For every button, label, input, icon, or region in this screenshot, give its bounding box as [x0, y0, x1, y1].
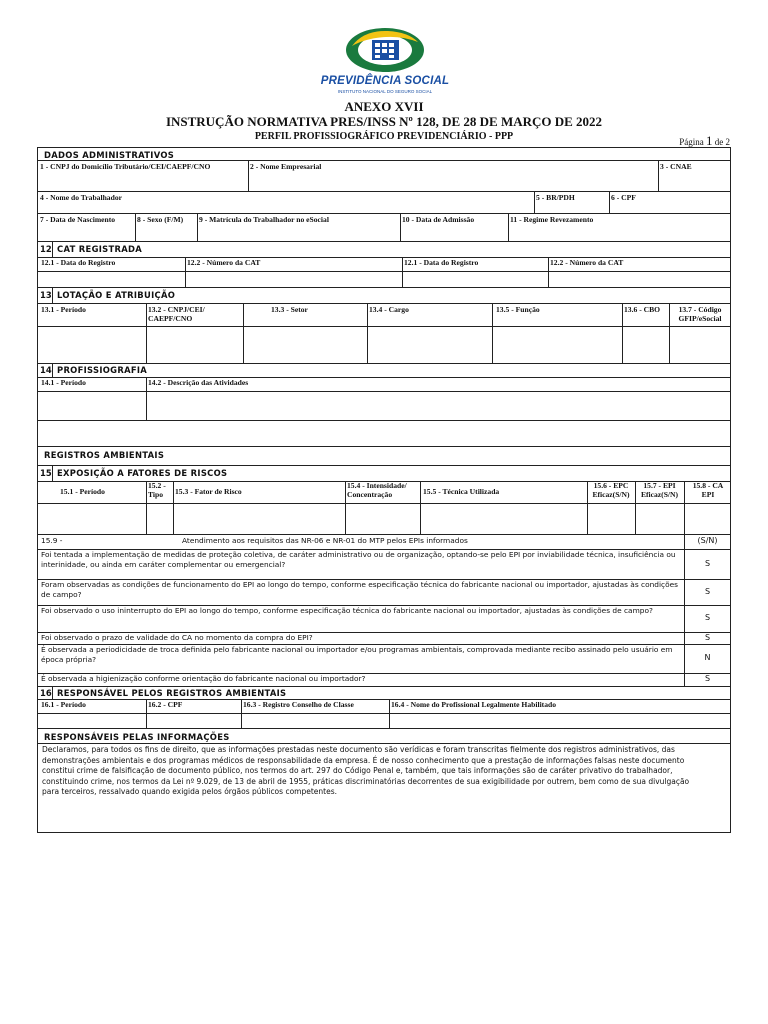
cat-date-label-2: 12.1 - Data do Registro — [404, 258, 479, 267]
epi-effective-label: 15.7 - EPI Eficaz(S/N) — [640, 481, 679, 499]
previdencia-logo-icon — [344, 26, 426, 74]
resp-env-section-number: 16 — [40, 688, 52, 698]
esocial-registration-label: 9 - Matrícula do Trabalhador no eSocial — [199, 215, 329, 224]
requirement-answer: S — [704, 613, 711, 622]
declaration-text: Declaramos, para todos os fins de direito, que as informações prestadas neste documento são verídicas e foram transcritas fielmente dos registros administrativos, das demonstrações ambientais e dos programas médicos de responsabilidade da empresa. É de nosso conhecimento que a prestação de informações falsas neste documento constitui crime de falsificação de documento público, nos termos do art. 297 do Código Penal e, também, que tais informações são de caráter privativo do trabalhador, constituindo crime, nos termos da Lei nº 9.029, de 13 de abril de 1955, práticas discriminatórias decorrentes de sua exigibilidade por outrem, bem como de sua divulgação para terceiros, ressalvado quando exigida pelos órgãos públicos competentes. — [42, 745, 690, 797]
br-pdh-label: 5 - BR/PDH — [536, 193, 575, 202]
cpf-label: 6 - CPF — [611, 193, 636, 202]
lotacao-gfip-label: 13.7 - Código GFIP/eSocial — [678, 305, 722, 323]
resp-professional-label: 16.4 - Nome do Profissional Legalmente Habilitado — [391, 700, 557, 709]
lotacao-cbo-label: 13.6 - CBO — [624, 305, 661, 314]
exposure-period-label: 15.1 - Período — [60, 487, 105, 496]
cat-section-title: CAT REGISTRADA — [57, 244, 143, 254]
cat-number-label-1: 12.2 - Número da CAT — [187, 258, 261, 267]
requirement-question: Foi observado o prazo de validade do CA no momento da compra do EPI? — [41, 633, 313, 642]
env-records-title: REGISTROS AMBIENTAIS — [44, 450, 165, 460]
ca-epi-label: 15.8 - CA EPI — [692, 481, 724, 499]
requirement-question: Foram observadas as condições de funcionamento do EPI ao longo do tempo, conforme especificação técnica do fabricante nacional ou importador, ajustadas às condições de campo? — [41, 580, 679, 599]
lotacao-section-title: LOTAÇÃO E ATRIBUIÇÃO — [57, 290, 176, 300]
shift-regime-label: 11 - Regime Revezamento — [510, 215, 594, 224]
requirement-answer: S — [704, 587, 711, 596]
lotacao-section-number: 13 — [40, 290, 52, 300]
logo-name: PREVIDÊNCIA SOCIAL — [320, 75, 450, 87]
sn-header: (S/N) — [697, 536, 718, 545]
epc-effective-label: 15.6 - EPC Eficaz(S/N) — [592, 481, 630, 499]
lotacao-sector-label: 13.3 - Setor — [271, 305, 308, 314]
cat-section-number: 12 — [40, 244, 52, 254]
resp-cpf-label: 16.2 - CPF — [148, 700, 183, 709]
admin-section-title: DADOS ADMINISTRATIVOS — [44, 150, 175, 160]
risk-factor-label: 15.3 - Fator de Risco — [175, 487, 242, 496]
requirement-question: Foi observado o uso ininterrupto do EPI ao longo do tempo, conforme especificação técnica do fabricante nacional ou importador, ajustadas às condições de campo? — [41, 606, 653, 615]
prof-section-title: PROFISSIOGRAFIA — [57, 365, 148, 375]
previdencia-social-logo — [320, 24, 450, 98]
lotacao-cnpj-label: 13.2 - CNPJ/CEI/ CAEPF/CNO — [148, 305, 205, 323]
cnae-label: 3 - CNAE — [660, 162, 692, 171]
requirement-question: Foi tentada a implementação de medidas de proteção coletiva, de caráter administrativo ou de organização, optando-se pelo EPI por inviabilidade técnica, insuficiência ou interinidade, ou ainda em caráter complementar ou emergencial? — [41, 550, 676, 569]
logo-subtitle: INSTITUTO NACIONAL DO SEGURO SOCIAL — [337, 89, 433, 94]
cnpj-label: 1 - CNPJ do Domicílio Tributário/CEI/CAEPF/CNO — [40, 162, 211, 171]
cat-number-label-2: 12.2 - Número da CAT — [550, 258, 624, 267]
admission-date-label: 10 - Data de Admissão — [402, 215, 475, 224]
form-title: PERFIL PROFISSIOGRÁFICO PREVIDENCIÁRIO - PPP — [254, 131, 514, 142]
requirement-answer: S — [704, 674, 711, 683]
page-suffix: de 2 — [714, 137, 730, 147]
prof-description-label: 14.2 - Descrição das Atividades — [148, 378, 249, 387]
worker-name-label: 4 - Nome do Trabalhador — [40, 193, 122, 202]
requirement-question: É observada a higienização conforme orientação do fabricante nacional ou importador? — [41, 674, 366, 683]
resp-env-section-title: RESPONSÁVEL PELOS REGISTROS AMBIENTAIS — [57, 688, 287, 698]
requirement-answer: N — [704, 653, 711, 662]
lotacao-period-label: 13.1 - Período — [41, 305, 86, 314]
cat-date-label-1: 12.1 - Data do Registro — [41, 258, 116, 267]
exposure-section-title: EXPOSIÇÃO A FATORES DE RISCOS — [57, 468, 228, 478]
prof-section-number: 14 — [40, 365, 52, 375]
intensity-label: 15.4 - Intensidade/ Concentração — [347, 481, 407, 499]
sex-label: 8 - Sexo (F/M) — [137, 215, 184, 224]
lotacao-position-label: 13.4 - Cargo — [369, 305, 409, 314]
birth-date-label: 7 - Data de Nascimento — [40, 215, 116, 224]
lotacao-function-label: 13.5 - Função — [496, 305, 540, 314]
prof-period-label: 14.1 - Período — [41, 378, 86, 387]
resp-info-title: RESPONSÁVEIS PELAS INFORMAÇÕES — [44, 732, 230, 742]
resp-council-label: 16.3 - Registro Conselho de Classe — [243, 700, 354, 709]
instruction-title: INSTRUÇÃO NORMATIVA PRES/INSS Nº 128, DE 28 DE MARÇO DE 2022 — [165, 114, 603, 129]
requirement-question: É observada a periodicidade de troca definida pelo fabricante nacional ou importador e/ou programas ambientais, comprovada mediante recibo assinado pelo usuário em época própria? — [41, 645, 673, 664]
page-number: 1 — [706, 133, 713, 148]
requirement-answer: S — [704, 633, 711, 642]
resp-period-label: 16.1 - Período — [41, 700, 86, 709]
company-name-label: 2 - Nome Empresarial — [250, 162, 322, 171]
exposure-section-number: 15 — [40, 468, 52, 478]
ppp-form — [37, 147, 731, 833]
requirement-answer: S — [704, 559, 711, 568]
requirements-number: 15.9 - — [41, 536, 63, 545]
annex-title: ANEXO XVII — [344, 99, 424, 114]
technique-label: 15.5 - Técnica Utilizada — [423, 487, 500, 496]
page-prefix: Página — [679, 137, 704, 147]
exposure-type-label: 15.2 - Tipo — [148, 481, 166, 499]
requirements-title: Atendimento aos requisitos das NR-06 e NR-01 do MTP pelos EPIs informados — [182, 536, 468, 545]
